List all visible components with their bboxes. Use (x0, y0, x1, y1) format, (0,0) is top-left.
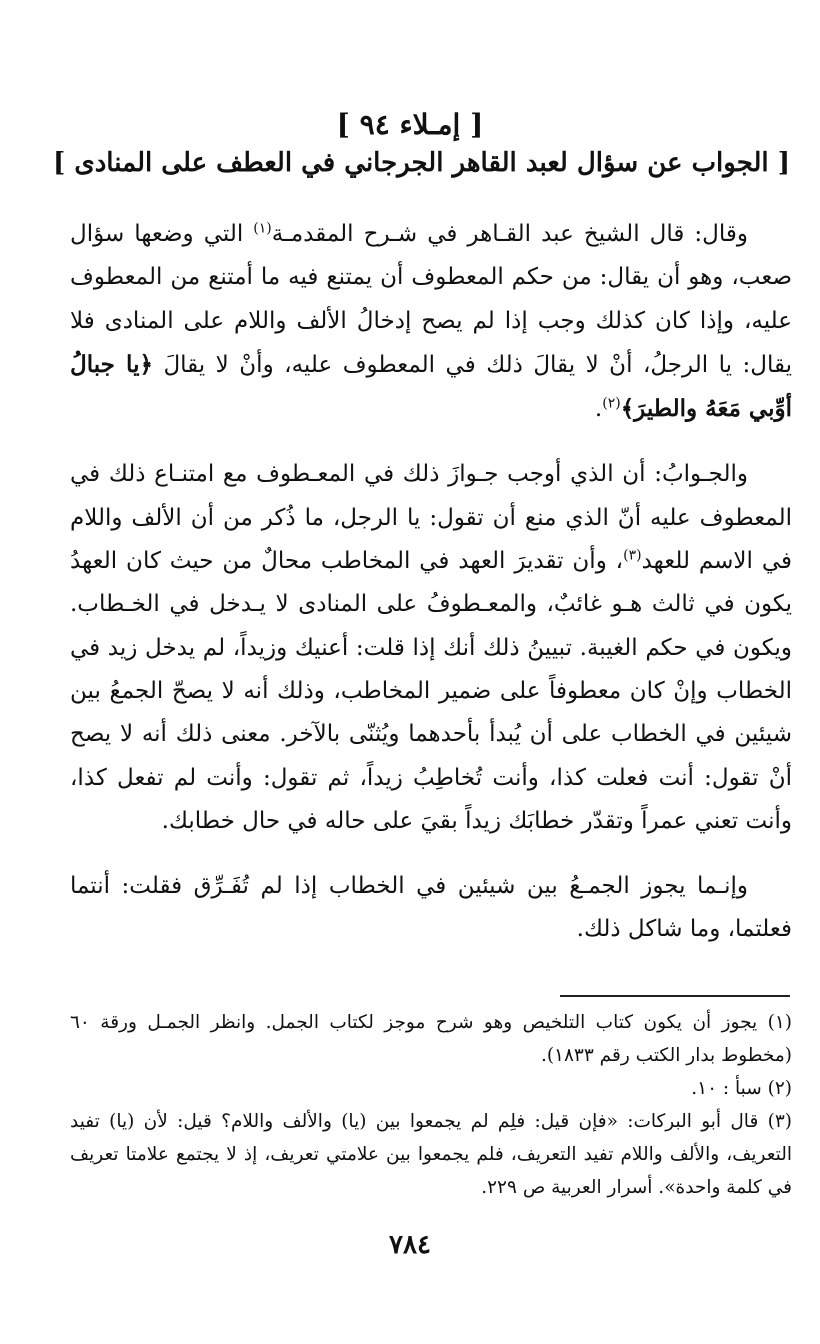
footnote-3: (٣) قال أبو البركات: «فإن قيل: فلِم لم يجمعوا بين (يا) والألف واللام؟ قيل: لأن (يا) تفيد التعريف، والألف واللام تفيد التعريف، فلم يجمعوا بين علامتي تعريف، إذ لا يجتمع علامتا تعريف في كلمة واحدة». أسرار العربية ص ٢٢٩. (70, 1111, 792, 1198)
paragraph-1-text-a: وقال: قال الشيخ عبد القـاهر في شـرح المقدمـة (271, 221, 748, 247)
footnotes (70, 1006, 792, 1204)
paragraph-2-text-b: ، وأن تقديرَ العهد في المخاطب محالٌ من حيث كان العهدُ يكون في ثالث هـو غائبٌ، والمعـطوفُ على المنادى لا يـدخل في الخـطاب. ويكون في حكم الغيبة. تبيينُ ذلك أنك إذا قلت: أعنيك وزيداً، لم يدخل زيد في الخطاب وإنْ كان معطوفاً على ضمير المخاطب، وذلك أنه لا يصحّ الجمعُ بين شيئين في الخطاب على أن يُبدأ بأحدهما ويُثنّى بالآخر. معنى ذلك أنه لا يصح أنْ تقول: أنت فعلت كذا، وأنت تُخاطِبُ زيداً، ثم تقول: وأنت لم تفعل كذا، وأنت تعني عمراً وتقدّر خطابَك زيداً بقيَ على حاله في حال خطابك. (70, 548, 792, 834)
footnote-ref-1: (١) (253, 220, 272, 237)
paragraph-1 (70, 213, 792, 431)
footnote-2: (٢) سبأ : ١٠. (691, 1078, 792, 1099)
footnote-ref-2: (٢) (602, 395, 621, 412)
dictation-heading: [ إمـلاء ٩٤ ] (336, 108, 484, 141)
quran-quote: ﴿يا جبالُ أوِّبي مَعَهُ والطيرَ﴾ (70, 350, 792, 423)
paragraph-2 (70, 453, 792, 843)
paragraph-2-text-a: والجـوابُ: أن الذي أوجب جـوازَ ذلك في المعـطوف مع امتنـاع ذلك في المعطوف عليه أنّ الذي منع أن تقول: يا الرجل، ما ذُكر من أن الألف واللام في الاسم للعهد (70, 461, 792, 575)
section-title: [ الجواب عن سؤال لعبد القاهر الجرجاني في العطف على المنادى ] (53, 148, 790, 178)
paragraph-3: وإنـما يجوز الجمـعُ بين شيئين في الخطاب إذا لم تُفَـرِّق فقلت: أنتما فعلتما، وما شاكل ذلك. (70, 873, 792, 943)
page-number: ٧٨٤ (389, 1230, 431, 1260)
footnote-1: (١) يجوز أن يكون كتاب التلخيص وهو شرح موجز لكتاب الجمل. وانظر الجمـل ورقة ٦٠ (مخطوط بدار الكتب رقم ١٨٣٣). (70, 1012, 792, 1066)
footnote-ref-3: (٣) (623, 547, 642, 564)
paragraph-1-text-c: . (594, 396, 603, 423)
main-text (70, 213, 792, 952)
footnote-divider (560, 995, 790, 997)
paragraph-1-text-b: التي وضعها سؤال صعب، وهو أن يقال: من حكم المعطوف أن يمتنع فيه ما أمتنع من المعطوف عليه، وإذا كان كذلك وجب إذا لم يصح إدخالُ الألف واللام على المنادى فلا يقال: يا الرجلُ، أنْ لا يقالَ ذلك في المعطوف عليه، وأنْ لا يقالَ (70, 221, 792, 378)
